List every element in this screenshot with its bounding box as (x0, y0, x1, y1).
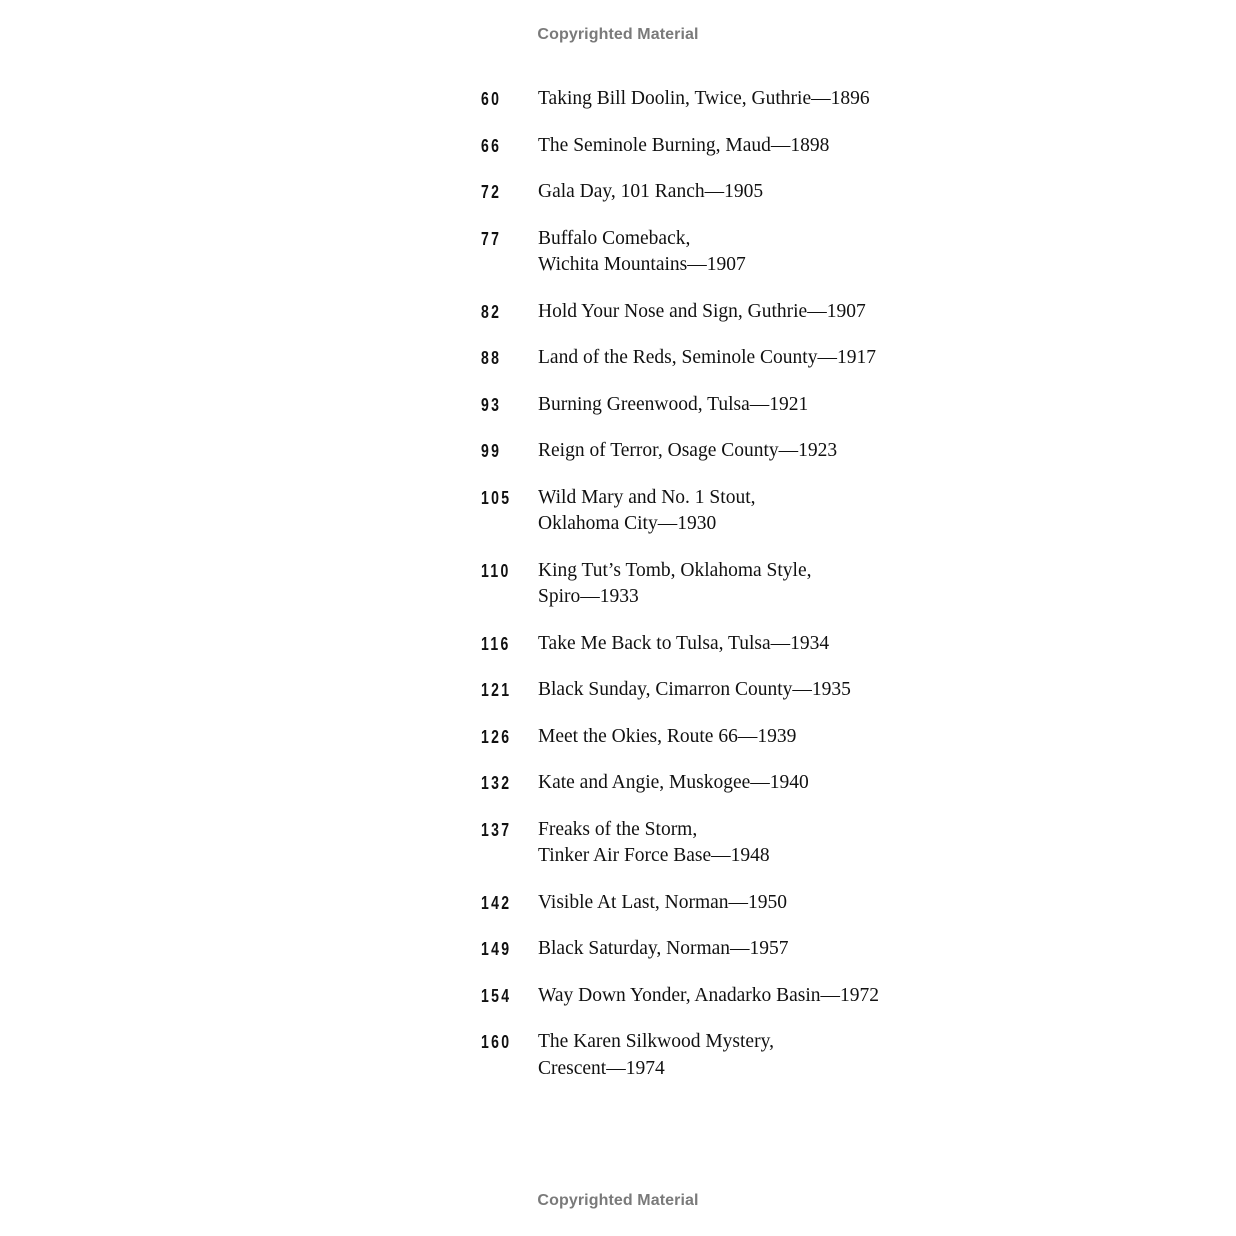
toc-title-line: Spiro—1933 (538, 586, 639, 607)
toc-chapter-title (538, 86, 941, 113)
toc-title-line: The Seminole Burning, Maud—1898 (538, 134, 830, 156)
toc-page-number: 126 (481, 726, 512, 747)
toc-title-line: Freaks of the Storm, (538, 818, 698, 840)
toc-title-line: Buffalo Comeback, (538, 227, 691, 249)
toc-page-number: 137 (481, 819, 512, 840)
toc-entry (481, 558, 941, 611)
toc-chapter-title (538, 345, 941, 372)
toc-title-line: Kate and Angie, Muskogee—1940 (538, 772, 809, 793)
toc-chapter-title (538, 226, 941, 279)
toc-page-number: 154 (481, 985, 512, 1006)
toc-title-line: Reign of Terror, Osage County—1923 (538, 440, 838, 461)
toc-chapter-title (538, 133, 941, 160)
toc-title-line: Take Me Back to Tulsa, Tulsa—1934 (538, 632, 830, 654)
toc-title-line: Way Down Yonder, Anadarko Basin—1972 (538, 984, 880, 1006)
toc-chapter-title (538, 558, 941, 611)
toc-entry (481, 890, 941, 917)
toc-chapter-title (538, 770, 941, 797)
toc-entry (481, 631, 941, 658)
toc-page-number: 110 (481, 560, 511, 581)
toc-entry (481, 1029, 941, 1082)
toc-chapter-title (538, 677, 941, 704)
toc-title-line: Visible At Last, Norman—1950 (538, 891, 788, 913)
toc-chapter-title (538, 179, 941, 206)
toc-page-number: 116 (481, 633, 511, 654)
toc-entry (481, 770, 941, 797)
toc-chapter-title (538, 485, 941, 538)
toc-entry (481, 485, 941, 538)
toc-title-line: The Karen Silkwood Mystery, (538, 1031, 774, 1052)
toc-page-number: 60 (481, 89, 502, 109)
toc-entry (481, 86, 941, 113)
toc-entry (481, 983, 941, 1010)
toc-page-number: 99 (481, 441, 502, 461)
toc-entry (481, 817, 941, 870)
toc-entry (481, 345, 941, 372)
toc-entry (481, 392, 941, 419)
toc-chapter-title (538, 631, 941, 658)
toc-title-line: Black Saturday, Norman—1957 (538, 938, 789, 959)
toc-title-line: Burning Greenwood, Tulsa—1921 (538, 393, 809, 415)
toc-page-number: 121 (481, 680, 512, 700)
toc-chapter-title (538, 890, 941, 917)
toc-title-line: Land of the Reds, Seminole County—1917 (538, 347, 876, 368)
toc-title-line: Hold Your Nose and Sign, Guthrie—1907 (538, 300, 866, 322)
toc-title-line: Black Sunday, Cimarron County—1935 (538, 679, 851, 700)
toc-page-number: 160 (481, 1032, 512, 1052)
toc-title-line: Taking Bill Doolin, Twice, Guthrie—1896 (538, 88, 870, 109)
toc-page-number: 93 (481, 394, 502, 415)
toc-page-number: 149 (481, 939, 512, 959)
toc-page-number: 82 (481, 301, 502, 322)
toc-title-line: Meet the Okies, Route 66—1939 (538, 725, 797, 747)
toc-entry (481, 677, 941, 704)
toc-page-number: 105 (481, 487, 512, 508)
toc-title-line: Tinker Air Force Base—1948 (538, 845, 770, 866)
toc-page-number: 66 (481, 135, 502, 156)
toc-page-number: 88 (481, 348, 502, 368)
toc-title-line: Crescent—1974 (538, 1057, 665, 1079)
toc-title-line: Oklahoma City—1930 (538, 513, 717, 534)
toc-page-number: 132 (481, 773, 512, 793)
toc-page-number: 77 (481, 228, 502, 249)
toc-chapter-title (538, 438, 941, 465)
toc-title-line: King Tut’s Tomb, Oklahoma Style, (538, 559, 812, 581)
toc-entry (481, 226, 941, 279)
toc-page-number: 72 (481, 182, 502, 202)
toc-chapter-title (538, 1029, 941, 1082)
toc-entry (481, 179, 941, 206)
toc-entry (481, 724, 941, 751)
toc-entry (481, 936, 941, 963)
toc-title-line: Gala Day, 101 Ranch—1905 (538, 181, 764, 202)
toc-page-number: 142 (481, 892, 512, 913)
toc-entry (481, 438, 941, 465)
watermark-bottom: Copyrighted Material (537, 1192, 699, 1209)
toc-chapter-title (538, 817, 941, 870)
toc-chapter-title (538, 724, 941, 751)
watermark-top: Copyrighted Material (537, 26, 699, 43)
toc-chapter-title (538, 936, 941, 963)
toc-chapter-title (538, 299, 941, 326)
toc-chapter-title (538, 392, 941, 419)
toc-chapter-title (538, 983, 941, 1010)
toc-entry (481, 133, 941, 160)
toc-title-line: Wichita Mountains—1907 (538, 254, 746, 275)
toc-entry (481, 299, 941, 326)
toc-title-line: Wild Mary and No. 1 Stout, (538, 486, 756, 508)
